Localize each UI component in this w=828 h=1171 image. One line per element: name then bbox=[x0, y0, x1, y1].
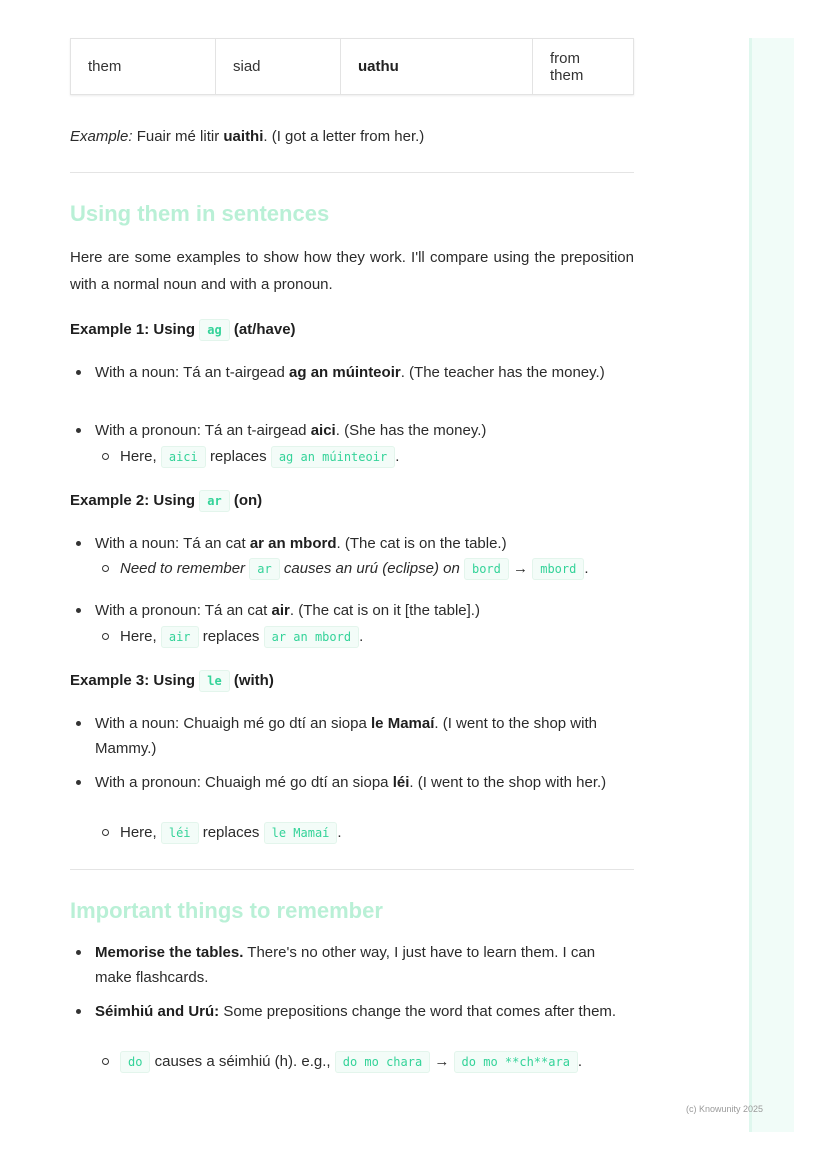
list-item bbox=[95, 418, 635, 443]
sub-text: Here, bbox=[120, 628, 157, 645]
sub-text: . bbox=[395, 448, 400, 465]
section-heading: Important things to remember bbox=[70, 898, 383, 923]
sub-list-item bbox=[120, 624, 635, 650]
code-snippet: ag an múinteoir bbox=[271, 446, 395, 468]
example-sentence bbox=[70, 123, 424, 150]
bullet-bold: le Mamaí bbox=[371, 715, 435, 732]
code-snippet: ar bbox=[249, 558, 279, 580]
sub-text: causes a séimhiú (h). e.g., bbox=[154, 1053, 331, 1070]
bullet-bold: léi bbox=[392, 774, 410, 791]
example-heading-text: (at/have) bbox=[233, 321, 296, 338]
table-cell: from them bbox=[533, 39, 634, 95]
list-item bbox=[95, 770, 635, 795]
code-snippet: ar an mbord bbox=[264, 626, 359, 648]
bullet-bold: air bbox=[271, 602, 290, 619]
bullet-bold: aici bbox=[310, 422, 336, 439]
sub-text: Here, bbox=[120, 448, 157, 465]
bullet-text: With a pronoun: Chuaigh mé go dtí an siopa bbox=[95, 774, 389, 791]
bullet-text: With a pronoun: Tá an t-airgead bbox=[95, 422, 307, 439]
sub-text: . bbox=[337, 824, 342, 841]
example-heading bbox=[70, 316, 634, 344]
sub-text: Need to remember bbox=[120, 560, 246, 577]
example-label: Example: bbox=[70, 128, 133, 145]
bullet-text: . (The teacher has the money.) bbox=[400, 364, 605, 381]
section-heading: Using them in sentences bbox=[70, 201, 330, 226]
sub-text: replaces bbox=[202, 628, 260, 645]
example-bold: uaithi bbox=[223, 128, 264, 145]
list-item bbox=[95, 999, 635, 1024]
bullet-bold: Séimhiú and Urú: bbox=[95, 1003, 220, 1020]
sub-list-item bbox=[120, 444, 635, 470]
list-item bbox=[95, 531, 635, 556]
example-heading-text: Example 1: Using bbox=[70, 321, 196, 338]
code-snippet: do mo **ch**ara bbox=[454, 1051, 578, 1073]
code-snippet: léi bbox=[161, 822, 199, 844]
bullet-text: . (She has the money.) bbox=[335, 422, 487, 439]
sub-text: replaces bbox=[209, 448, 267, 465]
example-heading bbox=[70, 667, 634, 695]
bullet-text: . (I went to the shop with Mammy.) bbox=[95, 715, 597, 757]
example-text-end: . (I got a letter from her.) bbox=[263, 128, 425, 145]
sub-list-item bbox=[120, 1049, 635, 1075]
table-cell: uathu bbox=[341, 39, 533, 95]
side-rail bbox=[749, 38, 794, 1132]
bullet-text: With a pronoun: Tá an cat bbox=[95, 602, 268, 619]
divider bbox=[70, 869, 634, 870]
arrow-icon: → bbox=[434, 1053, 450, 1070]
table-row bbox=[71, 39, 634, 95]
list-item bbox=[95, 711, 635, 761]
sub-list-item bbox=[120, 556, 635, 582]
example-heading-text: (on) bbox=[233, 492, 263, 509]
bullet-text: . (I went to the shop with her.) bbox=[409, 774, 607, 791]
code-snippet: ag bbox=[199, 319, 229, 341]
bullet-bold: ag an múinteoir bbox=[289, 364, 401, 381]
document-content bbox=[70, 38, 634, 1070]
code-snippet: mbord bbox=[532, 558, 584, 580]
code-snippet: le Mamaí bbox=[264, 822, 338, 844]
list-item bbox=[95, 360, 635, 385]
code-snippet: aici bbox=[161, 446, 206, 468]
bullet-text: With a noun: Tá an cat bbox=[95, 535, 246, 552]
example-heading-text: Example 2: Using bbox=[70, 492, 196, 509]
list-item bbox=[95, 598, 635, 623]
bullet-text: With a noun: Tá an t-airgead bbox=[95, 364, 285, 381]
bullet-bold: ar an mbord bbox=[249, 535, 337, 552]
bullet-text: There's no other way, I just have to learn them. I can make flashcards. bbox=[95, 944, 596, 986]
sub-text: Here, bbox=[120, 824, 157, 841]
sub-text: causes an urú (eclipse) on bbox=[283, 560, 460, 577]
bullet-text: . (The cat is on the table.) bbox=[336, 535, 507, 552]
bullet-text: . (The cat is on it [the table].) bbox=[289, 602, 480, 619]
code-snippet: bord bbox=[464, 558, 509, 580]
sub-list-item bbox=[120, 820, 635, 846]
sub-text: . bbox=[584, 560, 589, 577]
section-intro: Here are some examples to show how they work. I'll compare using the preposition with a normal noun and with a pronoun. bbox=[70, 249, 634, 293]
code-snippet: do mo chara bbox=[335, 1051, 430, 1073]
arrow-icon: → bbox=[513, 560, 529, 577]
bullet-bold: Memorise the tables. bbox=[95, 944, 244, 961]
example-heading-text: Example 3: Using bbox=[70, 672, 196, 689]
divider bbox=[70, 172, 634, 173]
list-item bbox=[95, 940, 635, 990]
bullet-text: With a noun: Chuaigh mé go dtí an siopa bbox=[95, 715, 367, 732]
code-snippet: air bbox=[161, 626, 199, 648]
code-snippet: do bbox=[120, 1051, 150, 1073]
bullet-text: Some prepositions change the word that comes after them. bbox=[223, 1003, 617, 1020]
example-text: Fuair mé litir bbox=[136, 128, 220, 145]
sub-text: . bbox=[577, 1053, 583, 1070]
table-cell: siad bbox=[216, 39, 341, 95]
sub-text: replaces bbox=[202, 824, 260, 841]
example-heading bbox=[70, 487, 634, 515]
example-heading-text: (with) bbox=[233, 672, 274, 689]
copyright-footer: (c) Knowunity 2025 bbox=[686, 1104, 764, 1114]
code-snippet: ar bbox=[199, 490, 229, 512]
preposition-table bbox=[70, 38, 634, 95]
table-cell: them bbox=[71, 39, 216, 95]
sub-text: . bbox=[359, 628, 364, 645]
code-snippet: le bbox=[199, 670, 229, 692]
